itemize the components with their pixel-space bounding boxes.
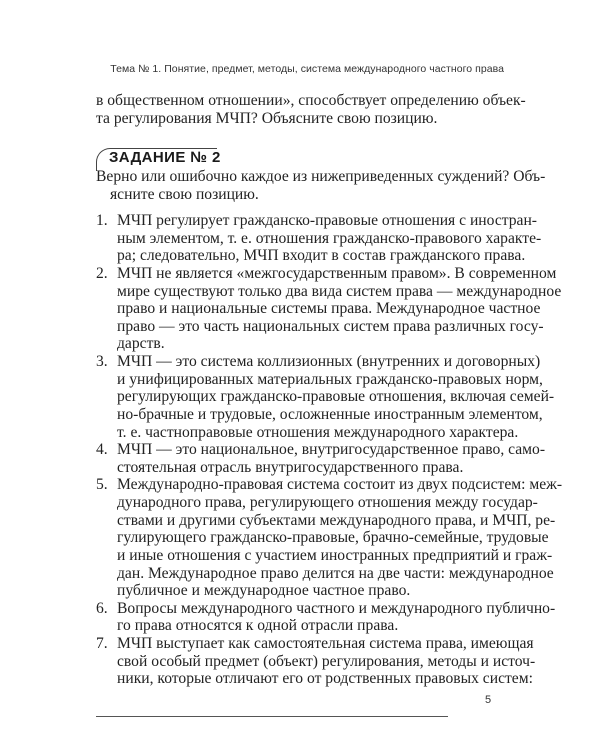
item-text <box>117 353 555 441</box>
text-line: право и национальные системы права. Международное частное <box>117 300 541 318</box>
list-item <box>96 353 555 441</box>
list-item <box>96 212 542 265</box>
page-number: 5 <box>485 694 492 706</box>
text-line: та регулирования МЧП? Объясните свою позицию. <box>96 109 438 127</box>
item-number: 1. <box>96 212 108 229</box>
intro-paragraph <box>96 92 526 127</box>
text-line: МЧП — это национальное, внутригосударственное право, само- <box>117 441 546 459</box>
item-text <box>117 476 563 600</box>
item-number: 3. <box>96 353 108 371</box>
text-line: дарств. <box>117 335 165 353</box>
text-line: Международно-правовая система состоит из двух подсистем: меж- <box>117 476 563 494</box>
item-text <box>117 212 542 265</box>
item-text <box>117 264 562 353</box>
text-line: МЧП — это система коллизионных (внутренних и договорных) <box>117 353 541 371</box>
text-line: и иные отношения с участием иностранных предприятий и граж- <box>117 546 553 564</box>
text-line: МЧП регулирует гражданско-правовые отношения с иностран- <box>117 212 538 229</box>
text-line: МЧП выступает как самостоятельная система права, имеющая <box>117 635 534 653</box>
item-text <box>117 635 536 688</box>
text-line: свой особый предмет (объект) регулирования, методы и источ- <box>117 652 536 670</box>
item-number: 7. <box>96 635 108 653</box>
task-intro-paragraph <box>96 168 546 203</box>
text-line: го права относятся к одной отрасли права. <box>117 617 399 635</box>
item-number: 6. <box>96 599 108 617</box>
item-number: 2. <box>96 264 108 282</box>
text-line: мире существуют только два вида систем права — международное <box>117 282 562 300</box>
text-line: и унифицированных материальных гражданско-правовых норм, <box>117 370 543 388</box>
text-line: публичное и международное частное право. <box>117 582 411 600</box>
item-text <box>117 441 546 476</box>
list-item <box>96 635 536 688</box>
text-line: гулирующего гражданско-правовые, брачно-семейные, трудовые <box>117 529 549 547</box>
text-line: ствами и другими субъектами международного права, и МЧП, ре- <box>117 511 556 529</box>
text-line: ясните свою позицию. <box>110 185 259 203</box>
text-line: право — это часть национальных систем права различных госу- <box>117 317 544 335</box>
text-line: но-брачные и трудовые, осложненные иностранным элементом, <box>117 405 543 423</box>
text-line: Верно или ошибочно каждое из нижеприведенных суждений? Объ- <box>96 168 546 185</box>
list-item <box>96 599 556 635</box>
text-line: дан. Международное право делится на две части: международное <box>117 564 554 582</box>
text-line: МЧП не является «межгосударственным правом». В современном <box>117 264 557 282</box>
text-line: ра; следовательно, МЧП входит в состав гражданского права. <box>117 247 526 265</box>
item-number: 4. <box>96 441 108 459</box>
text-line: ным элементом, т. е. отношения гражданско-правового характе- <box>117 229 542 247</box>
text-line: дународного права, регулирующего отношения между государ- <box>117 494 538 512</box>
text-line: Вопросы международного частного и международного публично- <box>117 599 556 617</box>
text-line: в общественном отношении», способствует определению объек- <box>96 92 526 109</box>
list-item <box>96 441 546 476</box>
item-number: 5. <box>96 476 108 494</box>
list-item <box>96 476 563 600</box>
text-line: стоятельная отрасль внутригосударственного права. <box>117 458 464 476</box>
item-text <box>117 599 556 635</box>
list-item <box>96 264 562 353</box>
running-header: Тема № 1. Понятие, предмет, методы, система международного частного права <box>110 63 504 75</box>
footer-rule <box>96 716 448 717</box>
text-line: регулирующих гражданско-правовые отношения, включая семей- <box>117 388 555 406</box>
text-line: т. е. частноправовые отношения международного характера. <box>117 423 519 441</box>
task-label: ЗАДАНИЕ № 2 <box>109 149 221 166</box>
text-line: ники, которые отличают его от родственных правовых систем: <box>117 670 533 688</box>
